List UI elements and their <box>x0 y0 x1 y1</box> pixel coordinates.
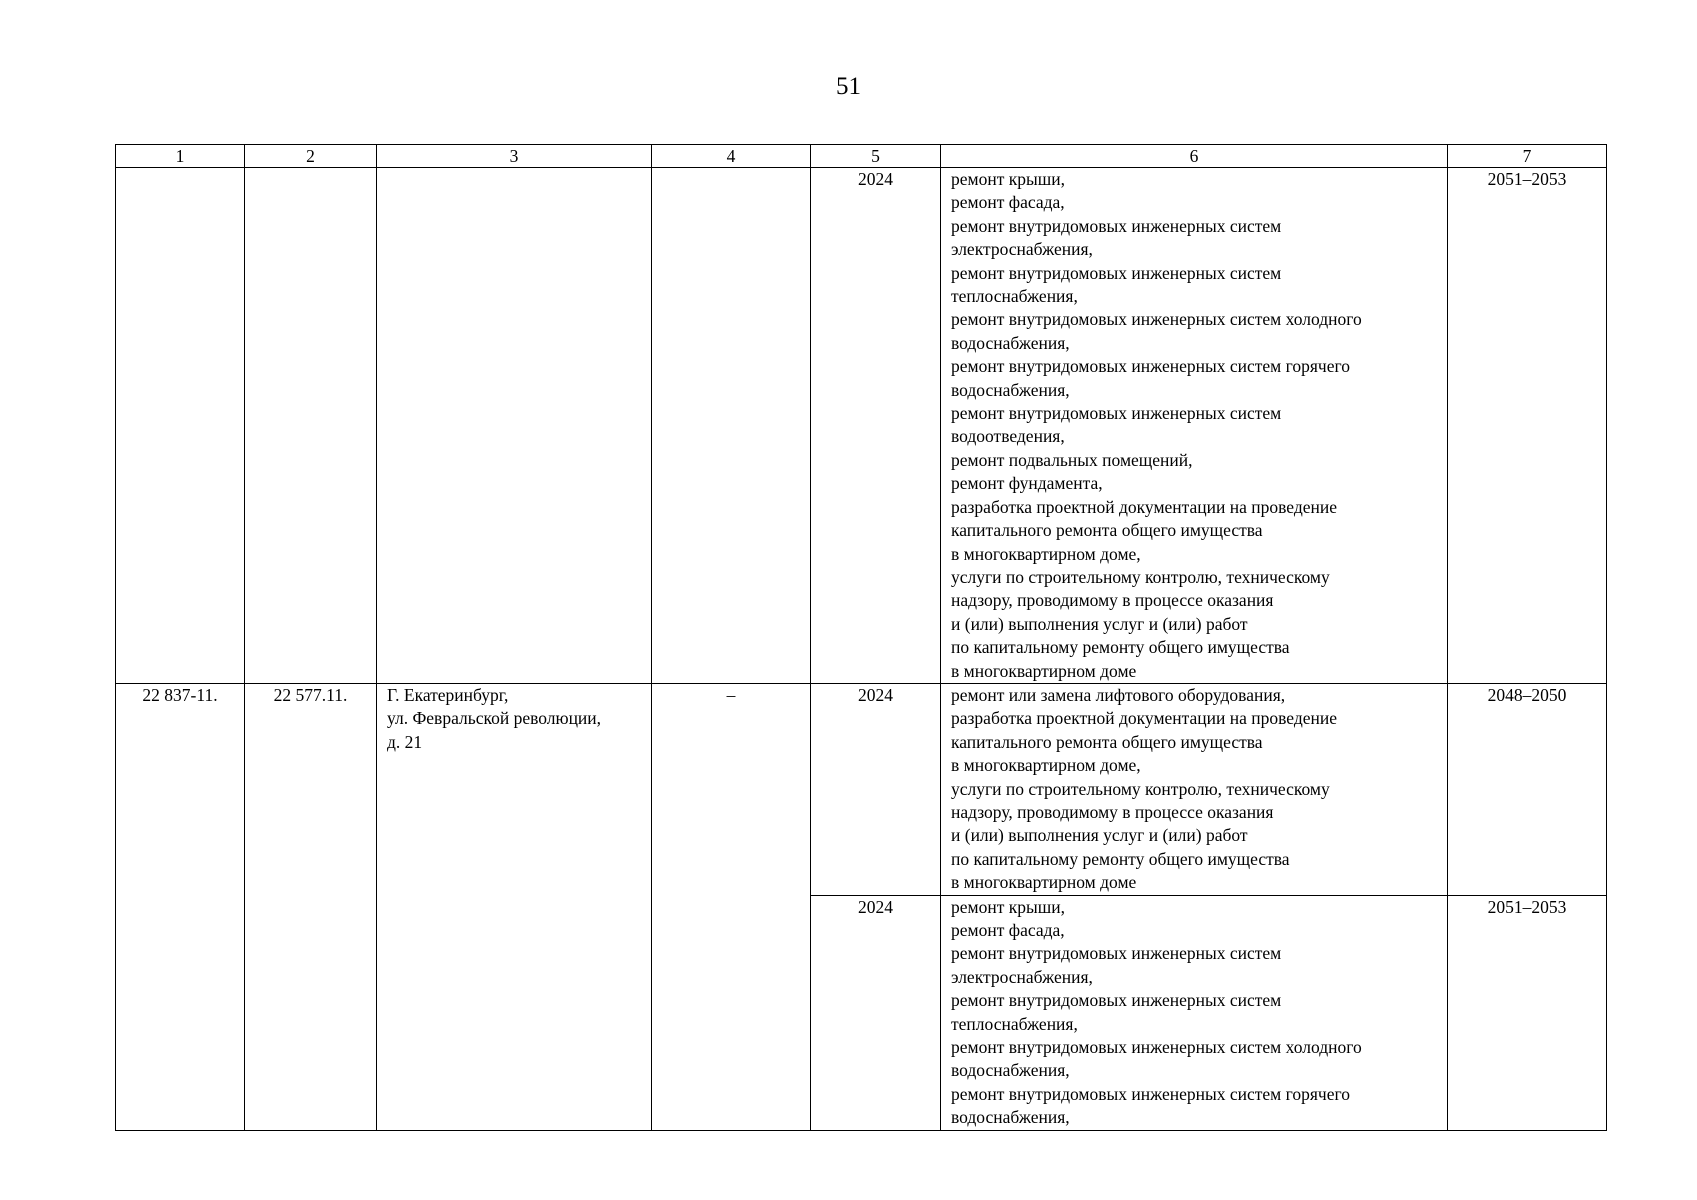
work-item: в многоквартирном доме <box>951 872 1137 893</box>
work-item: в многоквартирном доме, <box>951 755 1141 776</box>
address-line: ул. Февральской революции, <box>387 708 602 729</box>
work-item: по капитальному ремонту общего имущества <box>951 637 1290 658</box>
work-item: в многоквартирном доме <box>951 660 1137 681</box>
work-item: ремонт или замена лифтового оборудования, <box>951 684 1286 705</box>
work-item: ремонт фундамента, <box>951 473 1103 494</box>
header-row <box>116 145 1607 168</box>
work-item: и (или) выполнения услуг и (или) работ <box>951 613 1248 634</box>
work-item: ремонт внутридомовых инженерных систем горячего <box>951 1083 1350 1104</box>
cell-address <box>377 683 652 1130</box>
work-item: электроснабжения, <box>951 966 1093 987</box>
work-item: капитального ремонта общего имущества <box>951 731 1263 752</box>
work-item: ремонт внутридомовых инженерных систем холодного <box>951 1037 1362 1058</box>
cell-works-list <box>941 895 1448 1130</box>
work-item: ремонт крыши, <box>951 896 1065 917</box>
cell-period: 2048–2050 <box>1448 683 1607 895</box>
program-table <box>115 144 1607 1131</box>
address-line: Г. Екатеринбург, <box>387 684 509 705</box>
work-item: ремонт крыши, <box>951 169 1065 189</box>
work-item: капитального ремонта общего имущества <box>951 520 1263 541</box>
work-item: водоснабжения, <box>951 1060 1070 1081</box>
col-header-6: 6 <box>941 145 1448 168</box>
work-item: водоснабжения, <box>951 332 1070 353</box>
col-header-1: 1 <box>116 145 245 168</box>
work-item: ремонт внутридомовых инженерных систем <box>951 215 1282 236</box>
work-item: в многоквартирном доме, <box>951 543 1141 564</box>
work-item: услуги по строительному контролю, техническому <box>951 778 1330 799</box>
cell-period: 2051–2053 <box>1448 168 1607 684</box>
work-item: разработка проектной документации на проведение <box>951 708 1337 729</box>
work-item: ремонт внутридомовых инженерных систем холодного <box>951 309 1362 330</box>
cell-col2-empty <box>245 168 377 684</box>
work-item: теплоснабжения, <box>951 286 1078 307</box>
work-item: надзору, проводимому в процессе оказания <box>951 801 1274 822</box>
cell-period: 2051–2053 <box>1448 895 1607 1130</box>
work-item: ремонт фасада, <box>951 920 1065 940</box>
col-header-5: 5 <box>811 145 941 168</box>
cell-works-list <box>941 683 1448 895</box>
col-header-4: 4 <box>652 145 811 168</box>
work-item: ремонт подвальных помещений, <box>951 449 1193 470</box>
work-item: водоснабжения, <box>951 1107 1070 1128</box>
table-row-continued <box>116 168 1607 684</box>
cell-year: 2024 <box>811 683 941 895</box>
work-item: разработка проектной документации на проведение <box>951 496 1337 517</box>
work-item: теплоснабжения, <box>951 1013 1078 1034</box>
work-item: ремонт внутридомовых инженерных систем <box>951 262 1282 283</box>
work-item: и (или) выполнения услуг и (или) работ <box>951 825 1248 846</box>
cell-col4-dash: – <box>652 683 811 1130</box>
work-item: ремонт внутридомовых инженерных систем <box>951 943 1282 964</box>
cell-col2-number: 22 577.11. <box>245 683 377 1130</box>
work-item: по капитальному ремонту общего имущества <box>951 848 1290 869</box>
cell-address-empty <box>377 168 652 684</box>
work-item: водоснабжения, <box>951 379 1070 400</box>
work-item: ремонт внутридомовых инженерных систем горячего <box>951 356 1350 377</box>
work-item: ремонт фасада, <box>951 192 1065 213</box>
work-item: услуги по строительному контролю, техническому <box>951 566 1330 587</box>
address-line: д. 21 <box>387 731 423 752</box>
work-item: водоотведения, <box>951 426 1065 447</box>
cell-year: 2024 <box>811 895 941 1130</box>
col-header-7: 7 <box>1448 145 1607 168</box>
work-item: ремонт внутридомовых инженерных систем <box>951 403 1282 424</box>
cell-col1-number: 22 837-11. <box>116 683 245 1130</box>
work-item: электроснабжения, <box>951 239 1093 260</box>
work-item: надзору, проводимому в процессе оказания <box>951 590 1274 611</box>
work-item: ремонт внутридомовых инженерных систем <box>951 990 1282 1011</box>
cell-year: 2024 <box>811 168 941 684</box>
cell-col1-empty <box>116 168 245 684</box>
cell-col4-empty <box>652 168 811 684</box>
cell-works-list <box>941 168 1448 684</box>
col-header-3: 3 <box>377 145 652 168</box>
page-number: 51 <box>836 73 861 100</box>
table-row-entry-first <box>116 683 1607 895</box>
col-header-2: 2 <box>245 145 377 168</box>
